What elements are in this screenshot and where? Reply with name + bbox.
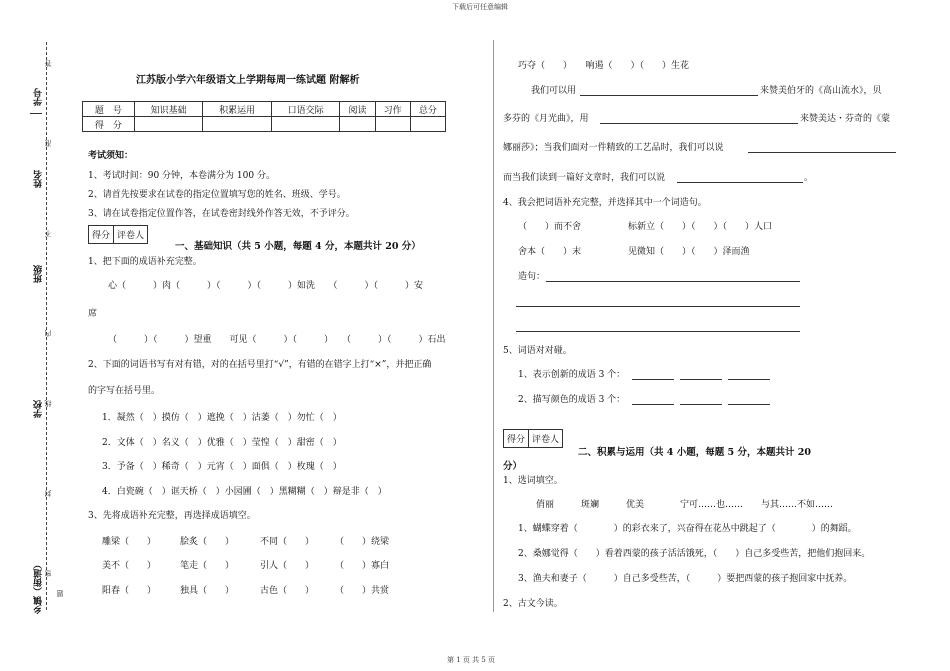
- idiom-cell: 脍炙（ ）: [180, 537, 235, 547]
- question-line: 4．白瓷碗（ ）诓天桥（ ）小园圃（ ）黑糊糊（ ）辩是非（ ）: [102, 487, 387, 497]
- binding-label-student-id: 学号: [34, 88, 44, 106]
- question-line: 2、桑娜觉得（ ）看着西蒙的孩子活活饿死，（ ）自己多受些苦，把他们抱回来。: [518, 549, 871, 559]
- fill-blank[interactable]: [728, 404, 770, 405]
- idiom-cell: 见微知（ ）（ ）泽而渔: [628, 247, 750, 257]
- sentence-blank[interactable]: [546, 281, 800, 282]
- score-table: [82, 101, 446, 132]
- binding-label-town: 乡镇（街道）: [34, 560, 44, 614]
- binding-char: 不: [44, 230, 52, 237]
- idiom-cell: 美不（ ）: [102, 561, 157, 571]
- score-cell[interactable]: [203, 117, 272, 132]
- binding-char: 题: [56, 590, 64, 597]
- binding-label-name: 姓名: [34, 170, 44, 188]
- column-divider: [493, 40, 494, 612]
- binding-label-class: 班级: [34, 265, 44, 283]
- idiom-cell: 不同（ ）: [260, 537, 315, 547]
- idiom-cell: 独具（ ）: [180, 586, 235, 596]
- idiom-cell: 笔走（ ）: [180, 561, 235, 571]
- score-header-cell: 积累运用: [203, 102, 272, 117]
- question-line: 2、描写颜色的成语 3 个：: [518, 395, 626, 405]
- idiom-cell: 阳春（ ）: [102, 586, 157, 596]
- grader-name-label: 评卷人: [532, 435, 560, 445]
- fill-prefix: 多芬的《月光曲》，用: [503, 114, 589, 124]
- question-text: 1、把下面的成语补充完整。: [88, 257, 202, 267]
- score-cell[interactable]: [340, 117, 375, 132]
- question-text: 3、先将成语补充完整，再选择成语填空。: [88, 511, 256, 521]
- sentence-blank[interactable]: [516, 306, 800, 307]
- fill-blank[interactable]: [600, 123, 798, 124]
- sentence-blank[interactable]: [516, 331, 800, 332]
- idiom-cell: 古色（ ）: [260, 586, 315, 596]
- notice-title: 考试须知：: [88, 151, 134, 161]
- binding-char: 线: [44, 400, 52, 407]
- fill-blank[interactable]: [632, 404, 674, 405]
- notice-item: 1、考试时间：90 分钟，本卷满分为 100 分。: [88, 171, 275, 181]
- fill-suffix: 来赞美伯牙的《高山流水》，贝: [760, 86, 882, 96]
- fill-prefix: 我们可以用: [531, 86, 577, 96]
- section-heading: 二、积累与运用（共 4 小题，每题 5 分，本题共计 20: [578, 447, 811, 458]
- question-line: 巧夺（ ） 响遏（ ）（ ）生花: [518, 61, 690, 71]
- fill-suffix: 来赞美达・芬奇的《蒙: [800, 114, 891, 124]
- binding-char: 密: [44, 570, 52, 577]
- idiom-cell: （ ）绕梁: [335, 537, 390, 547]
- fill-suffix: 。: [804, 173, 814, 183]
- question-line: 3．予备（ ）稀奇（ ）元宵（ ）面俱（ ）枚瑰（ ）: [102, 462, 342, 472]
- grader-box: [503, 429, 563, 448]
- question-line: 1、蝴蝶穿着（ ）的彩衣来了，兴奋得在花丛中跳起了（ ）的舞蹈。: [518, 524, 857, 534]
- fill-blank[interactable]: [748, 152, 896, 153]
- score-header-cell: 习作: [375, 102, 410, 117]
- question-line: 3、渔夫和妻子（ ）自己多受些苦，（ ）要把西蒙的孩子抱回家中抚养。: [518, 574, 853, 584]
- question-line: 席: [88, 309, 98, 319]
- fill-blank[interactable]: [580, 95, 758, 96]
- fill-prefix: 而当我们读到一篇好文章时，我们可以说: [503, 173, 666, 183]
- binding-label-school: 学校: [34, 400, 44, 418]
- fill-blank[interactable]: [680, 379, 722, 380]
- binding-char: 答: [44, 60, 52, 67]
- idiom-cell: （ ）寡白: [335, 561, 390, 571]
- score-header-cell: 知识基础: [134, 102, 203, 117]
- question-line: 心（ ）肉（ ）（ ）（ ）如洗 （ ）（ ）安: [108, 281, 424, 291]
- score-cell[interactable]: [375, 117, 410, 132]
- page-footer: 第 1 页 共 5 页: [447, 656, 496, 664]
- notice-item: 2、请首先按要求在试卷的指定位置填写您的姓名、班级、学号。: [88, 190, 346, 200]
- binding-char: 内: [44, 330, 52, 337]
- question-text: 4、我会把词语补充完整，并选择其中一个词造句。: [503, 198, 707, 208]
- fill-blank[interactable]: [677, 182, 803, 183]
- score-cell[interactable]: [410, 117, 445, 132]
- fill-blank[interactable]: [728, 379, 770, 380]
- question-text: 2、古文今读。: [503, 599, 563, 609]
- question-line: （ ）（ ）望重 可见（ ）（ ） （ ）（ ）石出: [108, 335, 446, 345]
- idiom-cell: 标新立（ ）（ ）（ ）人口: [628, 222, 773, 232]
- fill-blank[interactable]: [680, 404, 722, 405]
- question-text: 的字写在括号里。: [88, 386, 161, 396]
- section-heading: 一、基础知识（共 5 小题，每题 4 分，本题共计 20 分）: [175, 241, 421, 252]
- top-note: 下载后可任意编辑: [452, 3, 508, 11]
- idiom-cell: （ ）而不舍: [518, 222, 582, 232]
- score-header-cell: 口语交际: [271, 102, 340, 117]
- binding-line: [46, 42, 47, 610]
- score-header-cell: 题 号: [83, 102, 135, 117]
- idiom-cell: 舍本（ ）末: [518, 247, 582, 257]
- grader-score-label: 得分: [89, 226, 114, 243]
- score-cell[interactable]: [271, 117, 340, 132]
- binding-char: 封: [44, 490, 52, 497]
- fill-prefix: 娜丽莎》；当我们面对一件精致的工艺品时，我们可以说: [503, 143, 724, 153]
- question-line: 1．凝然（ ）摸仿（ ）遮挽（ ）沽萎（ ）勿忙（ ）: [102, 413, 342, 423]
- binding-char: 准: [44, 140, 52, 147]
- score-label-cell: 得 分: [83, 117, 135, 132]
- question-line: 2．文体（ ）名义（ ）优雅（ ）莹惶（ ）甜密（ ）: [102, 438, 342, 448]
- grader-box: [88, 225, 148, 244]
- make-sentence-label: 造句：: [518, 272, 546, 282]
- question-text: 1、选词填空。: [503, 476, 563, 486]
- idiom-cell: （ ）共赏: [335, 586, 390, 596]
- fill-blank[interactable]: [632, 379, 674, 380]
- score-header-cell: 阅读: [340, 102, 375, 117]
- grader-score-label: 得分: [504, 430, 529, 447]
- question-text: 2、下面的词语书写有对有错，对的在括号里打“√”，有错的在错字上打“×”，并把正确: [88, 360, 432, 370]
- binding-fill-line: [30, 113, 42, 114]
- question-text: 5、词语对对碰。: [503, 346, 572, 356]
- score-cell[interactable]: [134, 117, 203, 132]
- grader-name-label: 评卷人: [117, 231, 145, 241]
- idiom-cell: 引人（ ）: [260, 561, 315, 571]
- doc-title: 江苏版小学六年级语文上学期每周一练试题 附解析: [136, 75, 360, 86]
- question-line: 1、表示创新的成语 3 个：: [518, 370, 626, 380]
- word-bank: 俏丽 斑斓 优美 宁可……也…… 与其……不如……: [536, 500, 834, 510]
- section-heading-tail: 分）: [503, 461, 523, 472]
- score-header-cell: 总分: [410, 102, 445, 117]
- idiom-cell: 雕梁（ ）: [102, 537, 157, 547]
- notice-item: 3、请在试卷指定位置作答，在试卷密封线外作答无效，不予评分。: [88, 209, 355, 219]
